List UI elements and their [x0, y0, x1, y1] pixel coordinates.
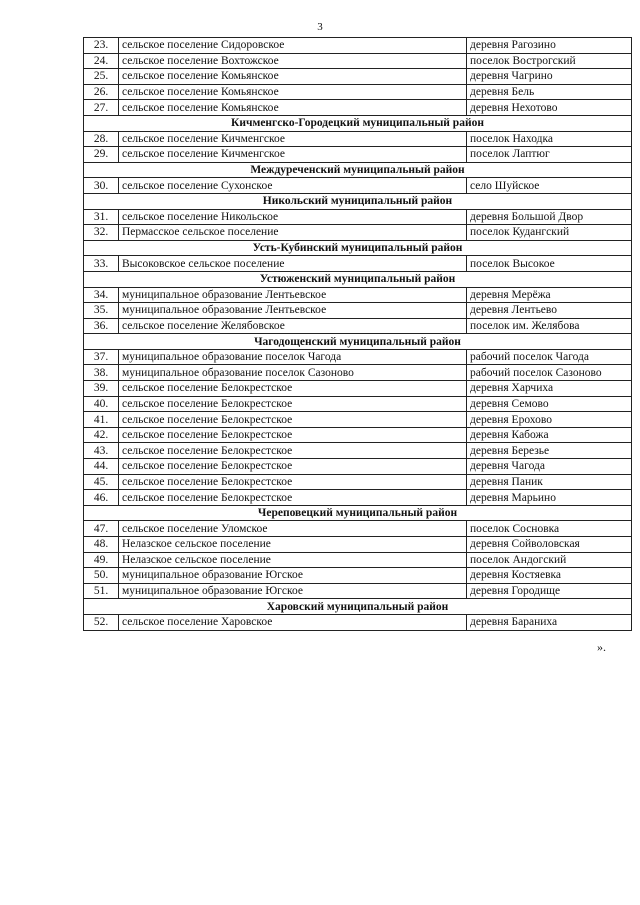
municipality-name: муниципальное образование поселок Чагода — [119, 349, 467, 365]
table-row — [84, 84, 632, 100]
municipality-name: сельское поселение Белокрестское — [119, 490, 467, 506]
district-header-row — [84, 162, 632, 178]
district-title: Усть-Кубинский муниципальный район — [84, 240, 632, 256]
municipality-name: сельское поселение Комьянское — [119, 84, 467, 100]
municipality-name: сельское поселение Белокрестское — [119, 427, 467, 443]
table-row — [84, 474, 632, 490]
row-number: 24. — [84, 53, 119, 69]
row-number: 32. — [84, 225, 119, 241]
table-row — [84, 396, 632, 412]
table-row — [84, 53, 632, 69]
district-header-row — [84, 115, 632, 131]
district-header-row — [84, 240, 632, 256]
row-number: 37. — [84, 349, 119, 365]
settlement-name: деревня Бараниха — [467, 614, 632, 630]
row-number: 45. — [84, 474, 119, 490]
municipality-name: сельское поселение Кичменгское — [119, 131, 467, 147]
row-number: 52. — [84, 614, 119, 630]
settlement-name: деревня Бель — [467, 84, 632, 100]
settlement-name: поселок им. Желябова — [467, 318, 632, 334]
settlement-name: поселок Лаптюг — [467, 147, 632, 163]
table-row — [84, 381, 632, 397]
municipality-name: Нелазское сельское поселение — [119, 552, 467, 568]
row-number: 27. — [84, 100, 119, 116]
municipality-name: муниципальное образование поселок Сазоново — [119, 365, 467, 381]
municipality-name: сельское поселение Белокрестское — [119, 443, 467, 459]
row-number: 47. — [84, 521, 119, 537]
row-number: 33. — [84, 256, 119, 272]
table-row — [84, 303, 632, 319]
district-header-row — [84, 334, 632, 350]
row-number: 38. — [84, 365, 119, 381]
settlement-name: поселок Находка — [467, 131, 632, 147]
table-row — [84, 490, 632, 506]
district-header-row — [84, 505, 632, 521]
table-row — [84, 443, 632, 459]
municipality-name: муниципальное образование Югское — [119, 568, 467, 584]
municipality-name: сельское поселение Белокрестское — [119, 396, 467, 412]
settlement-name: деревня Большой Двор — [467, 209, 632, 225]
table-row — [84, 287, 632, 303]
district-title: Кичменгско-Городецкий муниципальный район — [84, 115, 632, 131]
district-title: Чагодощенский муниципальный район — [84, 334, 632, 350]
settlement-name: деревня Марьино — [467, 490, 632, 506]
municipality-name: сельское поселение Никольское — [119, 209, 467, 225]
municipality-name: сельское поселение Белокрестское — [119, 412, 467, 428]
row-number: 40. — [84, 396, 119, 412]
table-row — [84, 256, 632, 272]
municipality-name: сельское поселение Комьянское — [119, 100, 467, 116]
page-number: 3 — [317, 21, 323, 33]
row-number: 35. — [84, 303, 119, 319]
settlement-name: деревня Рагозино — [467, 38, 632, 54]
settlement-name: поселок Кудангский — [467, 225, 632, 241]
municipality-name: сельское поселение Харовское — [119, 614, 467, 630]
municipality-name: сельское поселение Сухонское — [119, 178, 467, 194]
table-row — [84, 225, 632, 241]
municipality-name: сельское поселение Сидоровское — [119, 38, 467, 54]
municipality-name: Пермасское сельское поселение — [119, 225, 467, 241]
table-row — [84, 412, 632, 428]
municipality-name: сельское поселение Уломское — [119, 521, 467, 537]
settlement-name: деревня Семово — [467, 396, 632, 412]
municipality-name: сельское поселение Вохтожское — [119, 53, 467, 69]
table-row — [84, 552, 632, 568]
row-number: 26. — [84, 84, 119, 100]
row-number: 42. — [84, 427, 119, 443]
settlement-name: деревня Паник — [467, 474, 632, 490]
row-number: 28. — [84, 131, 119, 147]
table-row — [84, 583, 632, 599]
row-number: 43. — [84, 443, 119, 459]
row-number: 36. — [84, 318, 119, 334]
settlement-name: деревня Чагрино — [467, 69, 632, 85]
municipality-name: Нелазское сельское поселение — [119, 537, 467, 553]
municipality-name: сельское поселение Комьянское — [119, 69, 467, 85]
table-row — [84, 568, 632, 584]
settlement-name: деревня Харчиха — [467, 381, 632, 397]
table-row — [84, 365, 632, 381]
row-number: 44. — [84, 459, 119, 475]
settlement-table — [83, 37, 632, 631]
settlement-name: село Шуйское — [467, 178, 632, 194]
municipality-name: муниципальное образование Лентьевское — [119, 303, 467, 319]
table-row — [84, 178, 632, 194]
municipality-name: муниципальное образование Лентьевское — [119, 287, 467, 303]
district-title: Никольский муниципальный район — [84, 193, 632, 209]
table-row — [84, 318, 632, 334]
district-title: Харовский муниципальный район — [84, 599, 632, 615]
settlement-name: деревня Березье — [467, 443, 632, 459]
municipality-name: сельское поселение Белокрестское — [119, 474, 467, 490]
district-header-row — [84, 193, 632, 209]
table-row — [84, 349, 632, 365]
table-row — [84, 38, 632, 54]
settlement-name: деревня Нехотово — [467, 100, 632, 116]
settlement-name: поселок Сосновка — [467, 521, 632, 537]
table-row — [84, 209, 632, 225]
district-title: Устюженский муниципальный район — [84, 271, 632, 287]
municipality-name: сельское поселение Белокрестское — [119, 459, 467, 475]
municipality-name: сельское поселение Желябовское — [119, 318, 467, 334]
table-row — [84, 521, 632, 537]
row-number: 39. — [84, 381, 119, 397]
settlement-name: поселок Андогский — [467, 552, 632, 568]
settlement-name: деревня Костяевка — [467, 568, 632, 584]
settlement-name: деревня Мерёжа — [467, 287, 632, 303]
table-row — [84, 537, 632, 553]
row-number: 29. — [84, 147, 119, 163]
municipality-name: Высоковское сельское поселение — [119, 256, 467, 272]
district-title: Череповецкий муниципальный район — [84, 505, 632, 521]
row-number: 49. — [84, 552, 119, 568]
table-row — [84, 614, 632, 630]
district-header-row — [84, 599, 632, 615]
municipality-name: муниципальное образование Югское — [119, 583, 467, 599]
table-row — [84, 147, 632, 163]
settlement-table-body — [84, 38, 632, 631]
district-title: Междуреченский муниципальный район — [84, 162, 632, 178]
table-row — [84, 100, 632, 116]
settlement-name: деревня Лентьево — [467, 303, 632, 319]
district-header-row — [84, 271, 632, 287]
row-number: 50. — [84, 568, 119, 584]
row-number: 41. — [84, 412, 119, 428]
settlement-name: рабочий поселок Сазоново — [467, 365, 632, 381]
settlement-name: поселок Высокое — [467, 256, 632, 272]
settlement-name: деревня Сойволовская — [467, 537, 632, 553]
table-row — [84, 131, 632, 147]
table-row — [84, 427, 632, 443]
row-number: 25. — [84, 69, 119, 85]
settlement-name: деревня Городище — [467, 583, 632, 599]
row-number: 34. — [84, 287, 119, 303]
row-number: 51. — [84, 583, 119, 599]
settlement-name: поселок Вострогский — [467, 53, 632, 69]
closing-quote-mark: ». — [597, 640, 606, 654]
row-number: 46. — [84, 490, 119, 506]
settlement-name: деревня Ерохово — [467, 412, 632, 428]
row-number: 30. — [84, 178, 119, 194]
municipality-name: сельское поселение Кичменгское — [119, 147, 467, 163]
settlement-name: рабочий поселок Чагода — [467, 349, 632, 365]
municipality-name: сельское поселение Белокрестское — [119, 381, 467, 397]
row-number: 31. — [84, 209, 119, 225]
table-row — [84, 459, 632, 475]
settlement-name: деревня Чагода — [467, 459, 632, 475]
table-row — [84, 69, 632, 85]
settlement-name: деревня Кабожа — [467, 427, 632, 443]
row-number: 48. — [84, 537, 119, 553]
row-number: 23. — [84, 38, 119, 54]
